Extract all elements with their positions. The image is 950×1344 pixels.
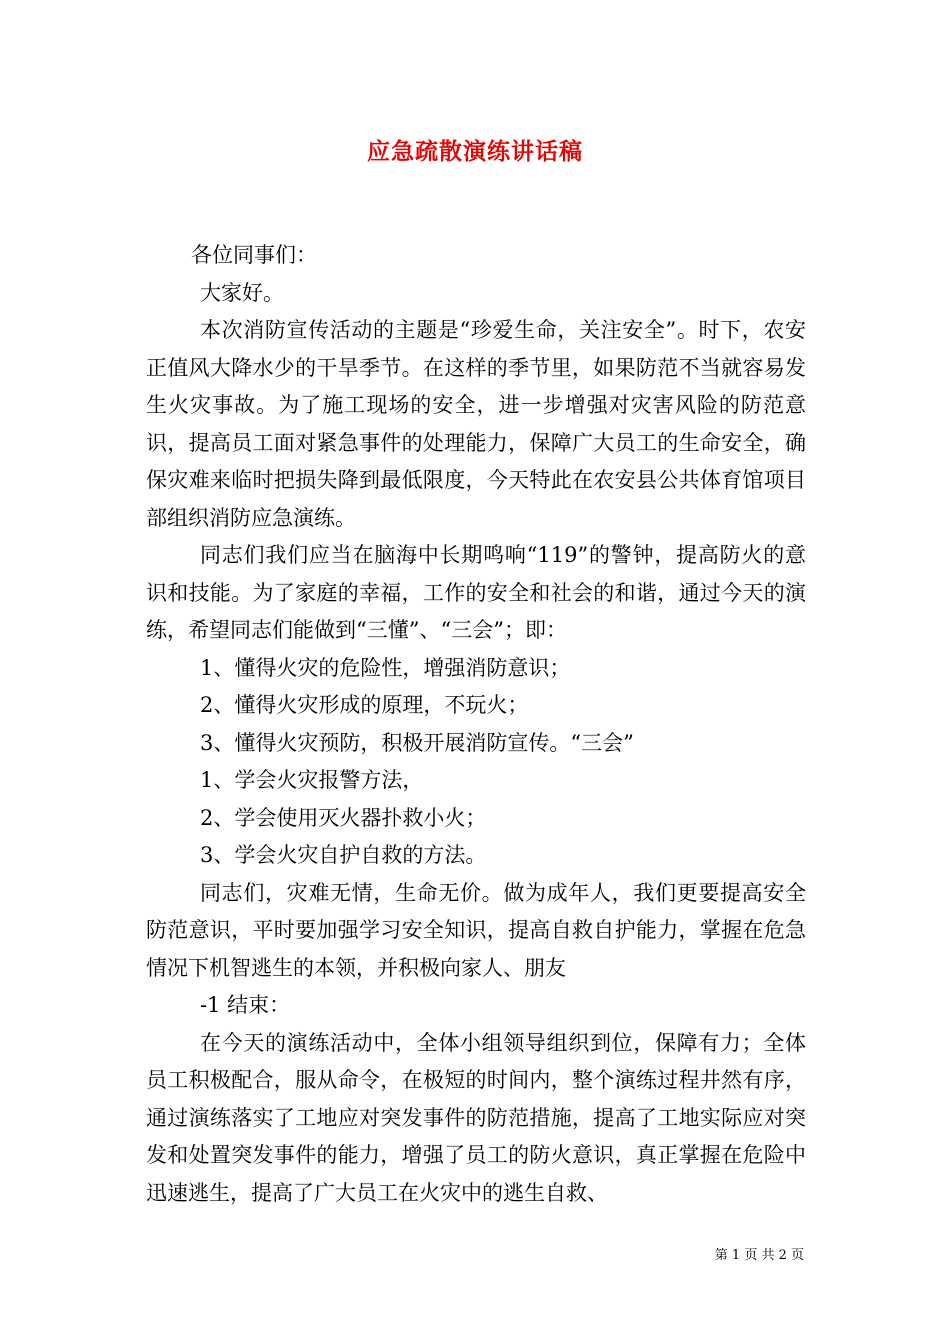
section-ending: -1 结束： — [200, 993, 291, 1017]
document-body — [146, 237, 806, 1212]
list-item-dong-3: 3、懂得火灾预防，积极开展消防宣传。“三会” — [200, 730, 634, 755]
list-item-dong-1: 1、懂得火灾的危险性，增强消防意识； — [200, 655, 571, 680]
list-item-dong-2: 2、懂得火灾形成的原理，不玩火； — [200, 693, 529, 717]
page-number: 第 1 页 共 2 页 — [714, 1248, 804, 1263]
list-item-hui-3: 3、学会火灾自护自救的方法。 — [200, 843, 487, 867]
salutation: 各位同事们： — [191, 243, 317, 267]
document-title: 应急疏散演练讲话稿 — [367, 139, 583, 165]
list-item-hui-2: 2、学会使用灭火器扑救小火； — [200, 805, 487, 830]
paragraph-summary: 在今天的演练活动中，全体小组领导组织到位，保障有力；全体员工积极配合，服从命令，在极短的时间内，整个演练过程井然有序，通过演练落实了工地应对突发事件的防范措施，提高了工地实际应对突发和处置突发事件的能力，增强了员工的防火意识，真正掌握在危险中迅速逃生，提高了广大员工在火灾中的逃生自救、 — [146, 1030, 806, 1205]
greeting: 大家好。 — [200, 280, 284, 305]
paragraph-119: 同志们我们应当在脑海中长期鸣响“119”的警钟，提高防火的意识和技能。为了家庭的幸福，工作的安全和社会的和谐，通过今天的演练，希望同志们能做到“三懂”、“三会”；即： — [146, 543, 806, 642]
paragraph-safety: 同志们，灾难无情，生命无价。做为成年人，我们更要提高安全防范意识，平时要加强学习安全知识，提高自救自护能力，掌握在危急情况下机智逃生的本领，并积极向家人、朋友 — [146, 880, 806, 980]
paragraph-theme: 本次消防宣传活动的主题是“珍爱生命，关注安全”。时下，农安正值风大降水少的干旱季节。在这样的季节里，如果防范不当就容易发生火灾事故。为了施工现场的安全，进一步增强对灾害风险的防范意识，提高员工面对紧急事件的处理能力，保障广大员工的生命安全，确保灾难来临时把损失降到最低限度，今天特此在农安县公共体育馆项目部组织消防应急演练。 — [146, 318, 806, 530]
list-item-hui-1: 1、学会火灾报警方法， — [200, 768, 424, 792]
